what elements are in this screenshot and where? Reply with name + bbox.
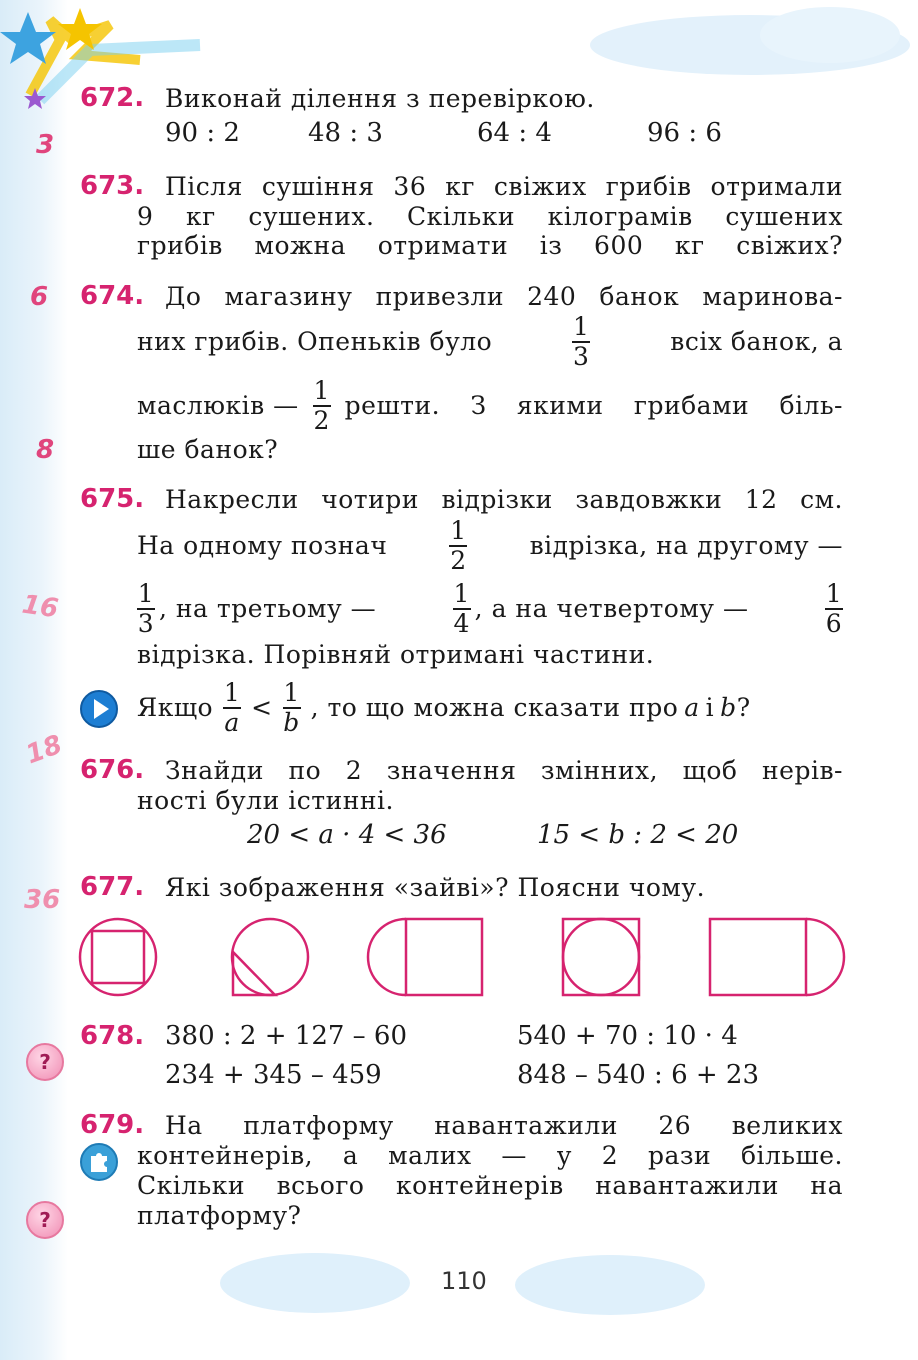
- expression: 96 : 6: [647, 118, 722, 148]
- problem-text: контейнерів, а малих — у 2 рази більше.: [137, 1141, 843, 1170]
- side-number: 36: [24, 885, 61, 915]
- problem-line: [137, 376, 843, 436]
- fraction: [572, 313, 590, 371]
- fraction: [449, 517, 467, 575]
- expression: 380 : 2 + 127 – 60: [165, 1021, 408, 1051]
- question-mark: ?: [736, 693, 751, 722]
- problem-number: 678.: [80, 1021, 145, 1051]
- problem-number: 673.: [80, 171, 145, 201]
- side-number: 3: [36, 130, 55, 160]
- rectangle-with-right-semicircle: [710, 919, 844, 995]
- play-icon: [79, 689, 119, 729]
- problem-text: Скільки всього контейнерів навантажили на: [137, 1171, 843, 1200]
- problem-text: всіх банок, а: [670, 327, 843, 356]
- numerator: 1: [137, 579, 155, 608]
- denominator: 6: [825, 609, 843, 638]
- problem-number: 676.: [80, 755, 145, 785]
- question-badge-icon: ?: [26, 1043, 64, 1081]
- puzzle-icon: [80, 1143, 118, 1181]
- denominator: b: [283, 708, 300, 737]
- problem-text: Після сушіння 36 кг свіжих грибів отримали: [165, 172, 843, 201]
- side-number: 16: [20, 589, 61, 625]
- bonus-text: , то що можна сказати про: [310, 693, 679, 722]
- problem-text: Які зображення «зайві»? Поясни чому.: [165, 873, 706, 902]
- variable-a: a: [684, 693, 700, 722]
- problem-text: відрізка. Порівняй отримані частини.: [137, 640, 655, 669]
- problem-text: , а на четвертому —: [474, 594, 749, 623]
- problem-text: маслюків —: [137, 391, 299, 420]
- problem-line: [137, 312, 843, 372]
- square-with-left-semicircle: [368, 919, 482, 995]
- numerator: 1: [825, 579, 843, 608]
- numerator: 1: [283, 678, 300, 707]
- bonus-question: [137, 676, 843, 740]
- inequality: 20 < a · 4 < 36: [247, 820, 447, 850]
- square-with-inscribed-circle: [563, 919, 639, 995]
- numerator: 1: [313, 376, 330, 405]
- bonus-text: і: [705, 693, 715, 722]
- denominator: 4: [453, 609, 470, 638]
- problem-line: [137, 515, 843, 577]
- numerator: 1: [223, 678, 241, 707]
- denominator: 2: [313, 406, 330, 435]
- denominator: a: [224, 708, 240, 737]
- page-number: 110: [441, 1267, 487, 1295]
- problem-text: , на третьому —: [159, 594, 377, 623]
- side-number: 8: [36, 435, 55, 465]
- denominator: 2: [450, 546, 467, 575]
- numerator: 1: [573, 312, 590, 341]
- problem-line: [137, 578, 843, 640]
- problem-text: Накресли чотири відрізки завдовжки 12 см.: [165, 485, 843, 514]
- expression: 64 : 4: [477, 118, 552, 148]
- expression: 234 + 345 – 459: [165, 1060, 382, 1090]
- numerator: 1: [450, 516, 467, 545]
- shapes-figure: [76, 912, 848, 1004]
- less-than-sign: <: [251, 693, 273, 722]
- problem-text: ше банок?: [137, 435, 279, 464]
- fraction: [137, 580, 155, 638]
- cloud-decoration: [580, 0, 910, 80]
- problem-text: Знайди по 2 значення змінних, щоб нерів-: [165, 756, 843, 785]
- question-badge-icon: ?: [26, 1201, 64, 1239]
- side-number: 6: [30, 282, 49, 312]
- problem-text: решти. З якими грибами біль-: [344, 391, 843, 420]
- problem-number: 677.: [80, 872, 145, 902]
- fraction: [825, 580, 843, 638]
- fraction: [223, 679, 241, 737]
- fraction: [283, 679, 301, 737]
- problem-text: На платформу навантажили 26 великих: [165, 1111, 843, 1140]
- fraction: [453, 580, 471, 638]
- circle-with-inscribed-square: [80, 919, 156, 995]
- problem-text: відрізка, на другому —: [529, 531, 843, 560]
- fraction: [313, 377, 331, 435]
- left-margin-decoration: [0, 0, 68, 1360]
- problem-text: На одному познач: [137, 531, 388, 560]
- problem-text: грибів можна отримати із 600 кг свіжих?: [137, 231, 843, 260]
- problem-text: Виконай ділення з перевіркою.: [165, 84, 595, 113]
- problem-number: 675.: [80, 484, 145, 514]
- expression: 540 + 70 : 10 · 4: [517, 1021, 738, 1051]
- problem-number: 679.: [80, 1110, 145, 1140]
- problem-number: 672.: [80, 83, 145, 113]
- variable-b: b: [720, 693, 737, 722]
- expression: 848 – 540 : 6 + 23: [517, 1060, 760, 1090]
- denominator: 3: [137, 609, 155, 638]
- problem-number: 674.: [80, 281, 145, 311]
- inequality: 15 < b : 2 < 20: [537, 820, 739, 850]
- problem-text: До магазину привезли 240 банок маринова-: [165, 282, 843, 311]
- problem-text: них грибів. Опеньків було: [137, 327, 493, 356]
- expression: 48 : 3: [308, 118, 383, 148]
- circle-with-chord-triangle: [232, 919, 308, 995]
- bonus-text: Якщо: [137, 693, 214, 722]
- denominator: 3: [573, 342, 590, 371]
- problem-text: платформу?: [137, 1201, 302, 1230]
- expression: 90 : 2: [165, 118, 240, 148]
- problem-text: 9 кг сушених. Скільки кілограмів сушених: [137, 202, 843, 231]
- side-number: 18: [21, 729, 67, 771]
- numerator: 1: [453, 579, 470, 608]
- problem-text: ності були істинні.: [137, 786, 394, 815]
